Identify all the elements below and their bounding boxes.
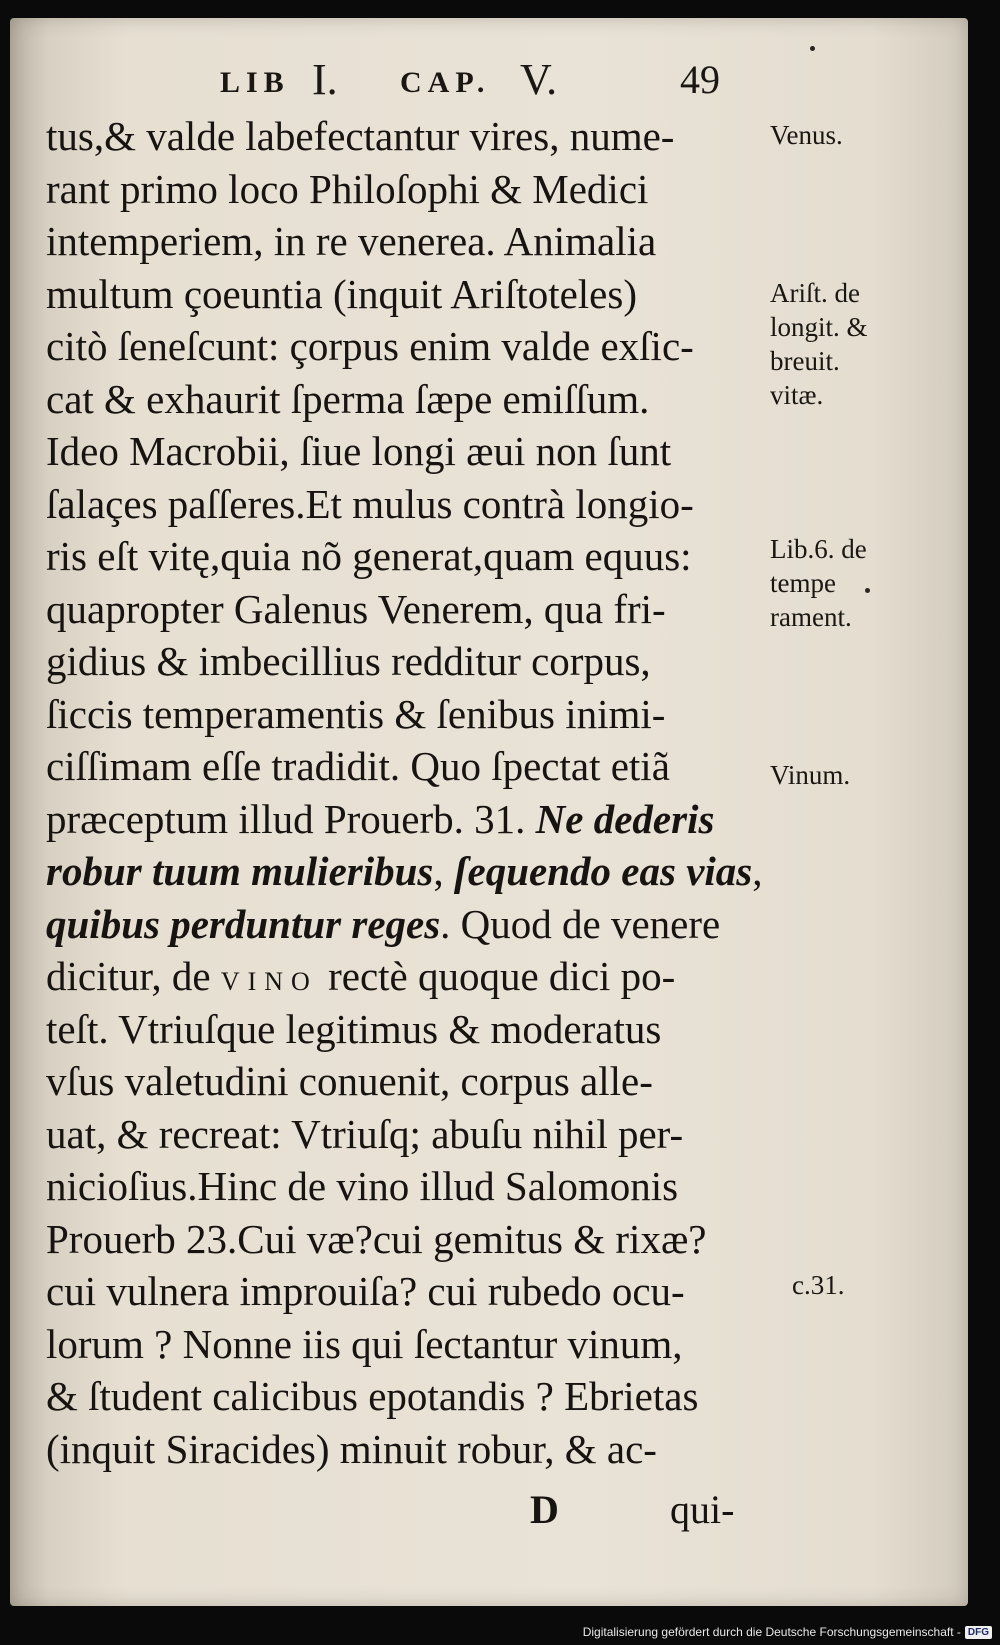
text-line: multum çoeuntia (inquit Ariſtoteles) bbox=[46, 270, 637, 317]
italic-quote: ſequendo eas vias bbox=[453, 848, 753, 894]
text-line: vſus valetudini conuenit, corpus alle- bbox=[46, 1058, 653, 1104]
text-segment: dicitur, de bbox=[46, 953, 211, 999]
text-line: ciſſimam eſſe tradidit. Quo ſpectat etiã bbox=[46, 743, 670, 789]
main-text-block bbox=[46, 110, 766, 1475]
page-number: 49 bbox=[680, 57, 720, 102]
header-cap: CAP. bbox=[400, 66, 491, 99]
margin-note-aristotle: Ariſt. de bbox=[770, 278, 860, 308]
text-line: gidius & imbecillius redditur corpus, bbox=[46, 638, 651, 684]
text-line: lorum ? Nonne iis qui ſectantur vinum, bbox=[46, 1320, 683, 1367]
margin-notes bbox=[770, 18, 940, 1618]
dfg-logo: DFG bbox=[965, 1626, 992, 1639]
text-line-quote bbox=[46, 845, 766, 898]
italic-quote: quibus perduntur reges bbox=[46, 900, 441, 947]
text-line: citò ſeneſcunt: çorpus enim valde exſic- bbox=[46, 323, 694, 369]
text-line: nicioſius.Hinc de vino illud Salomonis bbox=[46, 1163, 679, 1209]
margin-note-galen: Lib.6. de bbox=[770, 534, 867, 564]
text-line: ris eſt vitę,quia nõ generat,quam equus: bbox=[46, 533, 692, 579]
text-line: ſalaçes paſſeres.Et mulus contrà longio- bbox=[46, 480, 694, 527]
small-caps-vino: VINO bbox=[220, 967, 318, 996]
header-lib: LIB bbox=[220, 66, 290, 99]
punctuation: , bbox=[752, 848, 763, 894]
proverb-reference: præceptum illud Prouerb. 31. bbox=[46, 795, 526, 842]
text-line-quote-end bbox=[46, 898, 766, 951]
margin-note-galen: rament. bbox=[770, 602, 852, 632]
text-line: cui vulnera improuiſa? cui rubedo ocu- bbox=[46, 1268, 685, 1314]
text-line: teſt. Vtriuſque legitimus & moderatus bbox=[46, 1005, 662, 1052]
signature-line bbox=[530, 1486, 760, 1546]
text-line: & ſtudent calicibus epotandis ? Ebrietas bbox=[46, 1373, 699, 1419]
text-segment: . Quod de venere bbox=[440, 900, 721, 947]
text-line: ſiccis temperamentis & ſenibus inimi- bbox=[46, 690, 666, 737]
italic-quote: robur tuum mulieribus bbox=[46, 848, 434, 894]
margin-note-aristotle: vitæ. bbox=[770, 380, 824, 410]
text-line: Ideo Macrobii, ſiue longi æui non ſunt bbox=[46, 428, 672, 474]
header-book-number: I. bbox=[312, 55, 338, 104]
margin-note-aristotle: breuit. bbox=[770, 346, 840, 376]
text-line: (inquit Siracides) minuit robur, & ac- bbox=[46, 1425, 657, 1472]
text-line-vino bbox=[46, 950, 766, 1003]
text-line: tus,& valde labefectantur vires, nume- bbox=[46, 113, 675, 159]
text-line: uat, & recreat: Vtriuſq; abuſu nihil per- bbox=[46, 1110, 684, 1157]
text-line: cat & exhaurit ſperma ſæpe emiſſum. bbox=[46, 375, 650, 422]
catchword: qui- bbox=[670, 1487, 735, 1532]
margin-note-vinum: Vinum. bbox=[770, 760, 851, 790]
text-line: rant primo loco Philoſophi & Medici bbox=[46, 165, 649, 212]
text-line-proverb bbox=[46, 793, 766, 846]
italic-quote: Ne dederis bbox=[535, 795, 715, 842]
margin-note-venus: Venus. bbox=[770, 120, 843, 150]
punctuation: , bbox=[433, 848, 444, 894]
signature-mark: D bbox=[530, 1487, 559, 1532]
book-page bbox=[10, 18, 968, 1606]
digitization-credit bbox=[583, 1623, 992, 1641]
text-segment: rectè quoque dici po- bbox=[328, 953, 676, 999]
text-line: Prouerb 23.Cui væ?cui gemitus & rixæ? bbox=[46, 1215, 707, 1262]
text-line: quapropter Galenus Venerem, qua fri- bbox=[46, 585, 666, 632]
text-line: intemperiem, in re venerea. Animalia bbox=[46, 218, 657, 264]
credit-text: Digitalisierung gefördert durch die Deutsche Forschungsgemeinschaft - bbox=[582, 1625, 961, 1639]
margin-note-galen: tempe bbox=[770, 568, 836, 598]
margin-note-aristotle: longit. & bbox=[770, 312, 868, 342]
margin-note-c31: c.31. bbox=[792, 1270, 845, 1300]
header-chapter-number: V. bbox=[520, 55, 558, 104]
running-header bbox=[200, 48, 780, 108]
